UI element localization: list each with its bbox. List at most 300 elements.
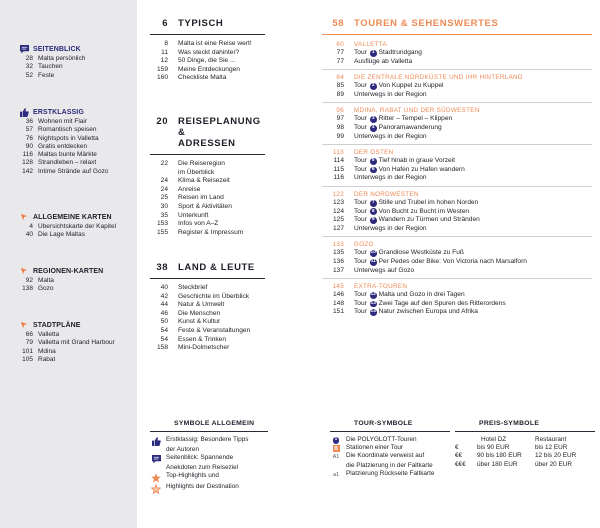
chapter-typisch [150,18,265,83]
tour-number-badge: 7 [370,200,377,207]
toc-entry[interactable] [150,344,265,353]
tour-entry[interactable] [322,249,592,258]
tour-label: Tour [354,308,367,316]
legend-row [330,462,450,470]
sidebar-section-title: STADTPLÄNE [33,321,81,329]
tour-number-badge: 13 [370,300,376,306]
entry-title: Von Hafen zu Hafen wandern [378,165,465,173]
sidebar-section-header [20,44,135,54]
tour-entry[interactable] [322,157,592,166]
page-number: 97 [336,115,344,123]
toc-entry[interactable] [150,203,265,212]
legend-text: Top-Highlights und [166,472,219,480]
page-number: 153 [156,220,168,228]
toc-entry[interactable] [150,66,265,75]
toc-entry[interactable] [150,212,265,221]
sidebar-entry[interactable] [20,285,135,293]
price-restaurant: über 20 EUR [535,460,572,468]
page-number: 76 [25,134,33,142]
price-symbol: €€ [455,452,463,460]
tour-number-badge: 12 [370,292,376,298]
toc-entry[interactable] [150,177,265,186]
region-name: DER OSTEN [354,149,394,157]
page-number: 57 [25,126,33,134]
page-number: 148 [332,299,344,307]
entry-title: Intime Strände auf Gozo [38,167,109,175]
sidebar-entry[interactable] [20,348,135,356]
tour-label: Tour [354,115,367,123]
legend-text: Erstklassig: Besondere Tipps [166,436,249,443]
page-number: 28 [25,55,33,62]
page-number: 40 [25,231,33,239]
region-heading[interactable] [322,40,592,49]
entry-title: Rabat [38,355,56,363]
page-number: 105 [22,355,33,363]
price-symbol: € [455,444,459,452]
entry-title: Ritter – Tempel – Klippen [378,115,453,123]
price-hotel: bis 90 EUR [477,444,510,452]
chapter-land-leute [150,262,265,353]
entry-title: Grandiose Westküste zu Fuß [378,249,464,257]
entry-title: Klima & Reisezeit [178,177,230,185]
entry-title: Gozo [38,285,54,293]
tour-entry[interactable] [322,133,592,142]
page-number [150,169,168,178]
tour-entry[interactable] [322,216,592,225]
entry-title: Valletta [38,331,60,338]
chapter-title: TYPISCH [178,18,224,29]
tour-line [354,308,478,317]
entry-title: Malta [38,277,54,284]
legend-title: PREIS-SYMBOLE [479,420,540,427]
spacer [150,464,162,472]
toc-entry[interactable] [150,284,265,293]
toc-entry[interactable] [150,220,265,229]
sidebar-entry[interactable] [20,143,135,151]
toc-entry[interactable] [150,57,265,66]
region-divider [322,278,592,279]
page-number: 124 [332,207,344,215]
page-number: 44 [160,301,168,309]
page-number: 77 [336,57,344,65]
toc-entry[interactable] [150,160,265,169]
entry-title: Strandleben – relaxt [38,159,97,167]
page-number: 22 [160,160,168,167]
tour-entry[interactable] [322,258,592,267]
region-name: DER NORDWESTEN [354,190,419,198]
tour-entry[interactable] [322,82,592,91]
sidebar-entry[interactable] [20,151,135,159]
entry-title: Register & Impressum [178,228,244,236]
tour-entry[interactable] [322,115,592,124]
legend-symbole-allgemein [150,420,268,494]
chapter-title: TOUREN & SEHENSWERTES [354,18,499,29]
tour-label: Tour [354,291,367,299]
tour-line [354,49,422,58]
page-number: 24 [160,185,168,193]
page-number: 4 [29,223,33,230]
region-name: VALLETTA [354,41,387,48]
region-name: MDINA, RABAT UND DER SÜDWESTEN [354,107,480,115]
tour-entry[interactable] [322,291,592,300]
toc-entry[interactable] [150,169,265,178]
legend-row [150,436,268,446]
toc-entry[interactable] [150,293,265,302]
page-number: 50 [160,318,168,326]
entry-title: Stille und Trubel im hohen Norden [378,198,479,206]
page-number: 127 [332,224,344,232]
tour-label: Tour [354,165,367,173]
region-heading[interactable] [322,240,592,249]
page-number: 101 [22,347,33,355]
page-number: 138 [22,285,33,293]
entry-title: Checkliste Malta [178,74,227,82]
legend-text: Die POLYGLOTT-Touren [346,436,417,443]
toc-entry[interactable] [150,49,265,58]
page-number: 159 [156,65,168,73]
chapter-title: REISEPLANUNG & ADRESSEN [178,116,261,149]
chapter-title: LAND & LEUTE [178,262,255,273]
tour-entry[interactable] [322,91,592,100]
map-pin-icon [20,321,29,330]
tour-number-badge: 1 [330,436,342,444]
page-number: 160 [156,74,168,82]
entry-title: Die Lage Maltas [38,231,85,239]
page-number: 151 [332,308,344,316]
page-number: 79 [25,339,33,347]
sidebar-entry[interactable] [20,277,135,285]
entry-title: Die Reiseregion [178,160,225,167]
tour-line [354,124,442,133]
legend-text: Anekdoten zum Reiseziel [166,464,239,472]
map-coordinate-label: a1 [332,471,340,478]
legend-text: Platzierung Rückseite Faltkarte [346,469,435,477]
entry-title: Unterwegs in der Region [354,90,427,98]
price-restaurant: 12 bis 20 EUR [535,452,577,460]
tour-line [354,208,469,217]
region-heading[interactable] [322,148,592,157]
tour-line [354,267,414,276]
page-number: 135 [332,249,344,257]
toc-entry[interactable] [150,318,265,327]
price-row [455,461,595,469]
tour-number-badge: 5 [370,158,377,165]
page-number: 137 [332,266,344,274]
toc-entry[interactable] [150,301,265,310]
tour-number-badge: 14 [370,309,376,315]
entry-title: Feste [38,71,55,79]
sidebar-section-seitenblick [20,44,135,80]
page-number: 25 [160,194,168,202]
tour-entry[interactable] [322,166,592,175]
legend-row [330,452,450,461]
tour-line [354,225,427,234]
entry-title: Maltas bunte Märkte [38,151,97,159]
tour-label: Tour [354,123,367,131]
entry-title: Geschichte im Überblick [178,292,250,300]
page-number: 92 [25,277,33,284]
sidebar-entry[interactable] [20,231,135,239]
sidebar-section-header [20,107,135,117]
region-name: EXTRA-TOUREN [354,283,408,291]
toc-entry[interactable] [150,74,265,83]
tour-entry[interactable] [322,49,592,58]
entry-title: 50 Dinge, die Sie ... [178,57,236,65]
page-number: 133 [332,241,344,249]
sidebar-entry[interactable] [20,339,135,347]
entry-title: Malta und Gozo in drei Tagen [378,291,465,299]
tour-line [354,58,412,67]
sidebar-entry[interactable] [20,168,135,176]
page-number: 66 [25,331,33,338]
page-number: 98 [336,123,344,131]
page-number: 116 [333,174,344,182]
speech-bubble-icon [20,45,29,54]
tour-number-badge: 1 [370,50,377,57]
page-number: 40 [160,284,168,291]
entry-title: Stadtrundgang [378,49,422,56]
entry-title: Tief hinab in graue Vorzeit [378,157,455,165]
chapter-touren [322,18,592,317]
sidebar-section-allgemeine-karten [20,212,135,240]
tour-entry[interactable] [322,267,592,276]
page-number: 123 [332,198,344,206]
page-number: 155 [156,228,168,236]
page-number: 96 [336,107,344,115]
page-number: 116 [22,151,33,159]
entry-title: Unterkunft [178,211,209,219]
entry-title: Reisen im Land [178,194,224,202]
tour-line [354,174,427,183]
tour-label: Tour [354,207,367,215]
legend-row [150,483,268,494]
page-number: 84 [336,74,344,82]
entry-title: Wohnen mit Flair [38,118,88,125]
sidebar-entry[interactable] [20,356,135,364]
tour-number-badge: 8 [370,208,377,215]
page-number: 42 [160,292,168,300]
page-number: 54 [160,326,168,334]
sidebar-section-erstklassig [20,107,135,176]
entry-title: Sport & Aktivitäten [178,202,232,210]
entry-title: Meine Entdeckungen [178,65,240,73]
region-divider [322,144,592,145]
page-number: 99 [336,132,344,140]
toc-entry[interactable] [150,327,265,336]
entry-title: Unterwegs in der Region [354,174,427,182]
tour-line [354,157,455,166]
tour-entry[interactable] [322,208,592,217]
sidebar-section-stadtplaene [20,320,135,364]
page-number: 54 [160,335,168,343]
tour-label: Tour [354,299,367,307]
entry-title: Nightspots in Valletta [38,134,99,142]
tour-entry[interactable] [322,308,592,317]
sidebar-section-header [20,212,135,222]
tour-label: Tour [354,249,367,257]
price-row [455,452,595,460]
sidebar-entry[interactable] [20,72,135,80]
tour-number-badge: 2 [370,83,377,90]
entry-title: Gratis entdecken [38,142,88,150]
thumbs-up-icon [20,108,29,117]
entry-title: Natur zwischen Europa und Afrika [378,308,478,316]
legend-text: Die Koordinate verweist auf [346,452,425,460]
tour-line [354,300,506,309]
sidebar-section-title: ERSTKLASSIG [33,108,84,116]
price-head-hotel: Hotel DZ [481,436,507,443]
tour-entry[interactable] [322,124,592,133]
tour-entry[interactable] [322,225,592,234]
tour-number-badge: 11 [370,258,376,264]
region-divider [322,186,592,187]
legend-text: Stationen einer Tour [346,444,404,452]
tour-entry[interactable] [322,174,592,183]
tour-entry[interactable] [322,300,592,309]
tour-line [354,115,452,124]
page-number: 158 [156,344,168,352]
region-divider [322,236,592,237]
entry-title: Essen & Trinken [178,335,227,343]
entry-title: Malta persönlich [38,55,86,62]
sidebar-section-regionen-karten [20,266,135,294]
price-row [455,444,595,452]
chapter-number: 6 [162,18,168,29]
page-number: 77 [336,49,344,56]
entry-title: Zwei Tage auf den Spuren des Ritterordens [378,299,506,307]
page-number: 8 [164,40,168,47]
sidebar-entry[interactable] [20,331,135,339]
sidebar-section-title: ALLGEMEINE KARTEN [33,213,112,221]
entry-title: Übersichtskarte der Kapitel [38,223,117,230]
chapter-number: 38 [156,262,168,273]
entry-title: Von Bucht zu Bucht im Westen [378,207,470,215]
price-hotel: über 180 EUR [477,460,518,468]
toc-entry[interactable] [150,40,265,49]
page-number: 115 [333,165,344,173]
speech-bubble-icon [150,454,162,464]
map-pin-icon [20,213,29,222]
entry-title: Wandern zu Türmen und Stränden [378,216,480,224]
legend-row [330,444,450,452]
tour-entry[interactable] [322,199,592,208]
tour-line [354,216,480,225]
entry-title: Kunst & Kultur [178,318,221,326]
tour-line [354,133,427,142]
tour-line [354,91,427,100]
toc-entry[interactable] [150,186,265,195]
entry-title: Mdina [38,347,56,355]
entry-title: Anreise [178,185,201,193]
page-number: 85 [336,82,344,90]
legend-row [330,470,450,479]
tour-line [354,82,444,91]
sidebar-section-header [20,320,135,330]
page-number: 11 [161,48,168,56]
sidebar-entry[interactable] [20,126,135,134]
page-number: 125 [332,216,344,224]
entry-title: Von Kuppel zu Kuppel [378,82,444,90]
toc-entry[interactable] [150,310,265,319]
tour-number-badge: 9 [370,217,377,224]
legend-row [150,454,268,464]
price-symbol: €€€ [455,460,466,468]
legend-row [330,436,450,444]
entry-title: Feste & Veranstaltungen [178,326,251,334]
page-number: 136 [332,257,344,265]
entry-title: Per Pedes oder Bike: Von Victoria nach Marsalforn [378,257,527,265]
legend-text: der Autoren [166,446,200,453]
legend-preis-symbole [455,420,595,469]
sidebar-entry[interactable] [20,63,135,71]
entry-title: Tauchen [38,63,63,71]
star-icon [150,472,162,483]
entry-title: Unterwegs in der Region [354,224,427,232]
entry-title: Was steckt dahinter? [178,48,240,56]
legend-title: SYMBOLE ALLGEMEIN [174,420,255,427]
entry-title: Natur & Umwelt [178,301,225,309]
tour-line [354,291,465,300]
sidebar-entry[interactable] [20,159,135,167]
sidebar-entry[interactable] [20,135,135,143]
page-number: 12 [160,57,168,65]
page-number: 146 [332,291,344,299]
entry-title: im Überblick [178,168,215,176]
toc-entry[interactable] [150,229,265,238]
region-heading[interactable] [322,106,592,115]
chapter-number: 20 [156,116,168,127]
region-heading[interactable] [322,190,592,199]
tour-entry[interactable] [322,58,592,67]
tour-label: Tour [354,49,367,56]
spacer [330,462,342,470]
entry-title: Die Menschen [178,309,221,317]
tour-label: Tour [354,157,367,165]
price-hotel: 90 bis 180 EUR [477,452,522,460]
legend-row [150,464,268,472]
entry-title: Romantisch speisen [38,126,97,134]
thumbs-up-icon [150,436,162,446]
station-marker-icon: B [334,445,338,452]
legend-tour-symbole [330,420,450,479]
sidebar-index [0,0,137,528]
page-number: 36 [25,118,33,125]
region-heading[interactable] [322,73,592,82]
tour-label: Tour [354,257,367,265]
sidebar-entry[interactable] [20,223,135,231]
entry-title: Steckbrief [178,284,208,291]
page-number: 89 [336,90,344,98]
tour-line [354,199,478,208]
sidebar-entry[interactable] [20,55,135,63]
region-heading[interactable] [322,282,592,291]
tour-number-badge: 4 [370,125,377,132]
tour-label: Tour [354,82,367,90]
toc-entry[interactable] [150,194,265,203]
tour-line [354,258,527,267]
entry-title: Valletta mit Grand Harbour [38,339,115,347]
toc-entry[interactable] [150,336,265,345]
legend-text: die Platzierung in der Faltkarte [346,461,433,469]
region-name: DIE ZENTRALE NORDKÜSTE UND IHR HINTERLAND [354,74,523,82]
tour-line [354,166,465,175]
sidebar-entry[interactable] [20,118,135,126]
legend-title: TOUR-SYMBOLE [354,420,413,427]
sidebar-section-title: REGIONEN-KARTEN [33,267,104,275]
entry-title: Infos von A–Z [178,220,219,228]
spacer [150,446,162,454]
chapter-number: 58 [332,18,344,29]
